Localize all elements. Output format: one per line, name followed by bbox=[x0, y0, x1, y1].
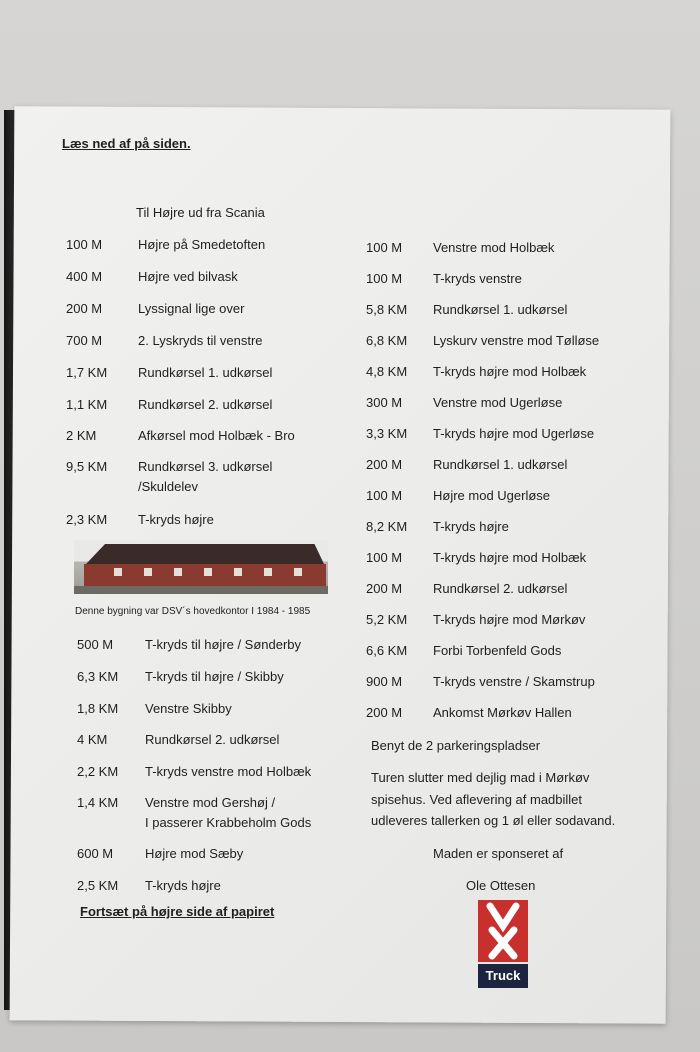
route-distance: 1,8 KM bbox=[77, 701, 119, 716]
route-instruction: Rundkørsel 2. udkørsel bbox=[145, 732, 280, 747]
route-distance: 100 M bbox=[366, 240, 403, 255]
route-instruction: Højre på Smedetoften bbox=[138, 237, 266, 252]
route-distance: 4 KM bbox=[77, 732, 108, 747]
route-distance: 6,8 KM bbox=[366, 333, 408, 348]
route-distance: 2,2 KM bbox=[77, 764, 119, 779]
route-distance: 2,5 KM bbox=[77, 878, 119, 893]
route-instruction: Ankomst Mørkøv Hallen bbox=[433, 705, 572, 720]
route-instruction: Rundkørsel 1. udkørsel bbox=[433, 457, 568, 472]
route-instruction: Højre mod Ugerløse bbox=[433, 488, 551, 503]
sponsor-line: Maden er sponseret af bbox=[433, 846, 564, 861]
route-distance: 400 M bbox=[66, 269, 103, 284]
route-instruction: Venstre mod Ugerløse bbox=[433, 395, 563, 410]
logo-label: Truck bbox=[478, 964, 528, 988]
route-distance: 900 M bbox=[366, 674, 403, 689]
route-distance: 700 M bbox=[66, 333, 103, 348]
continue-note: Fortsæt på højre side af papiret bbox=[80, 904, 275, 919]
route-instruction: T-kryds venstre mod Holbæk bbox=[145, 764, 312, 779]
route-distance: 6,6 KM bbox=[366, 643, 408, 658]
photo-caption: Denne bygning var DSV´s hovedkontor I 1984 - 1985 bbox=[75, 606, 311, 617]
route-distance: 600 M bbox=[77, 846, 114, 861]
start-instruction: Til Højre ud fra Scania bbox=[136, 205, 265, 220]
route-distance: 200 M bbox=[366, 705, 403, 720]
route-instruction: T-kryds højre mod Ugerløse bbox=[433, 426, 595, 441]
route-instruction: T-kryds venstre / Skamstrup bbox=[433, 674, 595, 689]
route-distance: 100 M bbox=[366, 550, 403, 565]
route-distance: 1,4 KM bbox=[77, 795, 119, 810]
route-distance: 300 M bbox=[366, 395, 403, 410]
route-instruction: Rundkørsel 3. udkørsel bbox=[138, 459, 273, 474]
route-instruction: Venstre mod Gershøj / bbox=[145, 795, 276, 810]
end-line-2: spisehus. Ved aflevering af madbillet bbox=[371, 792, 583, 807]
route-distance: 200 M bbox=[366, 457, 403, 472]
route-distance: 9,5 KM bbox=[66, 459, 108, 474]
route-distance: 6,3 KM bbox=[77, 669, 119, 684]
yx-logo-icon bbox=[478, 900, 528, 962]
route-instruction: Venstre Skibby bbox=[145, 701, 232, 716]
route-distance: 200 M bbox=[366, 581, 403, 596]
route-instruction: Lyskurv venstre mod Tølløse bbox=[433, 333, 600, 348]
route-distance: 5,2 KM bbox=[366, 612, 408, 627]
route-distance: 1,1 KM bbox=[66, 397, 108, 412]
end-line-3: udleveres tallerken og 1 øl eller sodavand. bbox=[371, 813, 616, 828]
route-instruction: T-kryds til højre / Sønderby bbox=[145, 637, 302, 652]
route-distance: 5,8 KM bbox=[366, 302, 408, 317]
route-instruction: T-kryds højre bbox=[138, 512, 214, 527]
route-distance: 4,8 KM bbox=[366, 364, 408, 379]
route-distance: 2,3 KM bbox=[66, 512, 108, 527]
route-distance: 500 M bbox=[77, 637, 114, 652]
truck-logo bbox=[478, 900, 528, 988]
route-instruction: Rundkørsel 2. udkørsel bbox=[138, 397, 273, 412]
route-instruction: Venstre mod Holbæk bbox=[433, 240, 555, 255]
route-instruction-continued: I passerer Krabbeholm Gods bbox=[145, 815, 312, 830]
route-distance: 200 M bbox=[66, 301, 103, 316]
route-instruction: Lyssignal lige over bbox=[138, 301, 245, 316]
building-photo bbox=[74, 540, 328, 594]
route-instruction: Afkørsel mod Holbæk - Bro bbox=[138, 428, 295, 443]
route-distance: 1,7 KM bbox=[66, 365, 108, 380]
route-distance: 100 M bbox=[366, 488, 403, 503]
route-instruction: T-kryds højre mod Mørkøv bbox=[433, 612, 586, 627]
route-instruction: T-kryds højre mod Holbæk bbox=[433, 550, 587, 565]
route-distance: 2 KM bbox=[66, 428, 97, 443]
route-instruction: Forbi Torbenfeld Gods bbox=[433, 643, 562, 658]
route-instruction: Højre mod Sæby bbox=[145, 846, 244, 861]
sponsor-name: Ole Ottesen bbox=[466, 878, 536, 893]
route-distance: 8,2 KM bbox=[366, 519, 408, 534]
route-instruction: T-kryds højre bbox=[145, 878, 221, 893]
route-instruction-continued: /Skuldelev bbox=[138, 479, 198, 494]
route-instruction: Rundkørsel 2. udkørsel bbox=[433, 581, 568, 596]
route-instruction: T-kryds til højre / Skibby bbox=[145, 669, 284, 684]
page-heading: Læs ned af på siden. bbox=[62, 136, 191, 151]
route-instruction: Rundkørsel 1. udkørsel bbox=[433, 302, 568, 317]
route-instruction: 2. Lyskryds til venstre bbox=[138, 333, 263, 348]
route-instruction: Højre ved bilvask bbox=[138, 269, 238, 284]
route-distance: 100 M bbox=[66, 237, 103, 252]
route-distance: 3,3 KM bbox=[366, 426, 408, 441]
route-instruction: T-kryds venstre bbox=[433, 271, 522, 286]
route-instruction: Rundkørsel 1. udkørsel bbox=[138, 365, 273, 380]
route-distance: 100 M bbox=[366, 271, 403, 286]
route-instruction: T-kryds højre mod Holbæk bbox=[433, 364, 587, 379]
end-line-1: Turen slutter med dejlig mad i Mørkøv bbox=[371, 770, 590, 785]
route-instruction: T-kryds højre bbox=[433, 519, 509, 534]
parking-note: Benyt de 2 parkeringspladser bbox=[371, 738, 541, 753]
